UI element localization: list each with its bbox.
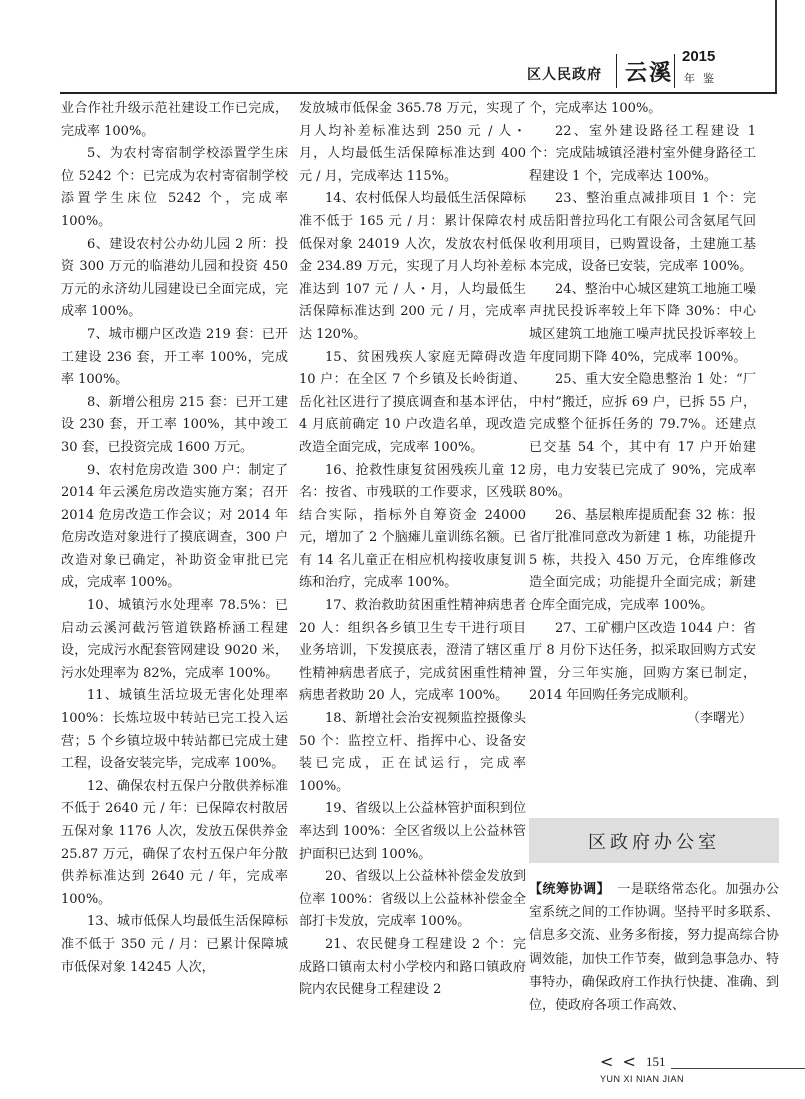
running-title: YUN XI NIAN JIAN [600,1074,685,1084]
footer-rule [671,1068,805,1069]
header-rule [60,92,777,94]
paragraph: 25、重大安全隐患整治 1 处：“厂中村”搬迁，应拆 69 户，已拆 55 户，完成整个征拆任务的 79.7%。还建点已交基 54 个，其中有 17 户开始建房，电力安装已完成了 90%，完成率 80%。 [529,372,756,501]
header-book-type: 年鉴 [684,72,722,85]
section-paragraph [529,878,779,1017]
paragraph: 15、贫困残疾人家庭无障碍改造 10 户：在全区 7 个乡镇及长岭街道、岳化社区进行了摸底调查和基本评估，4 月底前确定 10 户改造名单，现改造改造全面完成，完成率 100%。 [299,349,526,455]
paragraph: 21、农民健身工程建设 2 个：完成路口镇南太村小学校内和路口镇政府院内农民健身工程建设 2 [299,936,526,998]
paragraph: 11、城镇生活垃圾无害化处理率 100%：长炼垃圾中转站已完工投入运营；5 个乡镇垃圾中转站都已完成土建工程，设备安装完毕，完成率 100%。 [61,688,288,772]
paragraph: 14、农村低保人均最低生活保障标准不低于 165 元 / 月：累计保障农村低保对象 24019 人次，发放农村低保金 234.89 万元，实现了月人均补差标准达到 107 元 / 人・月，人均最低生活保障标准达到 200 元 / 月，完成率达 120%。 [299,191,526,342]
paragraph: 12、确保农村五保户分散供养标准不低于 2640 元 / 年：已保障农村散居五保对象 1176 人次，发放五保供养金 25.87 万元，确保了农村五保户年分散供养标准达到 2640 元 / 年，完成率 100%。 [61,778,288,907]
header-year: 2015 [682,48,716,65]
text-column-1 [61,98,288,979]
paragraph: 6、建设农村公办幼儿园 2 所：投资 300 万元的临港幼儿园和投资 450 万元的永济幼儿园建设已全面完成，完成率 100%。 [61,236,288,320]
paragraph: 8、新增公租房 215 套：已开工建设 230 套，开工率 100%，其中竣工 30 套，已投资完成 1600 万元。 [61,394,288,455]
section-lead: 【统筹协调】 [529,882,604,897]
header-divider [616,54,617,88]
section-body [529,878,779,1017]
paragraph: 24、整治中心城区建筑工地施工噪声扰民投诉率较上年下降 30%：中心城区建筑工地施工噪声扰民投诉率较上年度同期下降 40%，完成率 100%。 [529,281,756,365]
paragraph: 7、城市棚户区改造 219 套：已开工建设 236 套，开工率 100%，完成率 100%。 [61,326,288,388]
header-divider-2 [674,54,675,88]
paragraph: 13、城市低保人均最低生活保障标准不低于 350 元 / 月：已累计保障城市低保对象 14245 人次， [61,914,288,975]
paragraph: 27、工矿棚户区改造 1044 户：省厅 8 月份下达任务，拟采取回购方式安置，分三年实施，回购方案已制定，2014 年回购任务完成顺利。 [529,620,756,704]
paragraph: 16、抢救性康复贫困残疾儿童 12 名：按省、市残联的工作要求，区残联结合实际，指标外自筹资金 24000 元，增加了 2 个脑瘫儿童训练名额。已有 14 名儿童正在相应机构接收康复训练和治疗，完成率 100%。 [299,462,526,591]
paragraph: 17、救治救助贫困重性精神病患者 20 人：组织各乡镇卫生专干进行项目业务培训，下发摸底表，澄清了辖区重性精神病患者底子，完成贫困重性精神病患者救助 20 人，完成率 100%。 [299,598,526,704]
paragraph: 9、农村危房改造 300 户：制定了 2014 年云溪危房改造实施方案；召开 2014 危房改造工作会议；对 2014 年危房改造对象进行了摸底调查，300 户改造对象已确定，补助资金审批已完成，完成率 100%。 [61,462,288,591]
header-vertical-rule [775,0,777,92]
header-department: 区人民政府 [527,67,602,83]
paragraph: 发放城市低保金 365.78 万元，实现了月人均补差标准达到 250 元 / 人・月，人均最低生活保障标准达到 400 元 / 月，完成率达 115%。 [299,101,526,184]
text-column-3 [529,98,756,731]
page-number: 151 [646,1054,666,1069]
header-publication-name: 云溪 [625,60,674,86]
page-header [0,0,805,95]
text-column-2 [299,98,526,1002]
section-text: 一是联络常态化。加强办公室系统之间的工作协调。坚持平时多联系、信息多交流、业务多衔接，努力提高综合协调效能，加快工作节奏，做到急事急办、特事特办，确保政府工作执行快捷、准确、到位，使政府各项工作高效、 [529,882,779,1014]
page-arrows-icon: < < [600,1052,638,1071]
paragraph: 个，完成率达 100%。 [529,101,662,116]
paragraph: 22、室外建设路径工程建设 1 个：完成陆城镇泾港村室外健身路径工程建设 1 个，完成率达 100%。 [529,123,756,184]
paragraph: 10、城镇污水处理率 78.5%：已启动云溪河截污管道铁路桥涵工程建设，完成污水配套管网建设 9020 米，污水处理率为 82%，完成率 100%。 [61,598,288,681]
section-heading: 区政府办公室 [529,818,779,863]
paragraph: 20、省级以上公益林补偿金发放到位率 100%：省级以上公益林补偿金全部打卡发放，完成率 100%。 [299,869,526,930]
paragraph: 5、为农村寄宿制学校添置学生床位 5242 个：已完成为农村寄宿制学校添置学生床位 5242 个，完成率 100%。 [61,146,288,229]
paragraph: 业合作社升级示范社建设工作已完成，完成率 100%。 [61,101,288,139]
paragraph: 19、省级以上公益林管护面积到位率达到 100%：全区省级以上公益林管护面积已达到 100%。 [299,801,526,862]
paragraph: 26、基层粮库提质配套 32 栋：报省厅批准同意改为新建 1 栋，功能提升 5 栋，共投入 450 万元，仓库维修改造全面完成；功能提升全面完成；新建仓库全面完成，完成率 100%。 [529,507,756,614]
paragraph: 23、整治重点减排项目 1 个：完成岳阳普拉玛化工有限公司含氨尾气回收利用项目，已购置设备，土建施工基本完成，设备已安装，完成率 100%。 [529,191,756,275]
author-signature: （李曙光） [686,711,752,727]
paragraph: 18、新增社会治安视频监控摄像头 50 个：监控立杆、指挥中心、设备安装已完成，正在试运行，完成率 100%。 [299,711,526,794]
